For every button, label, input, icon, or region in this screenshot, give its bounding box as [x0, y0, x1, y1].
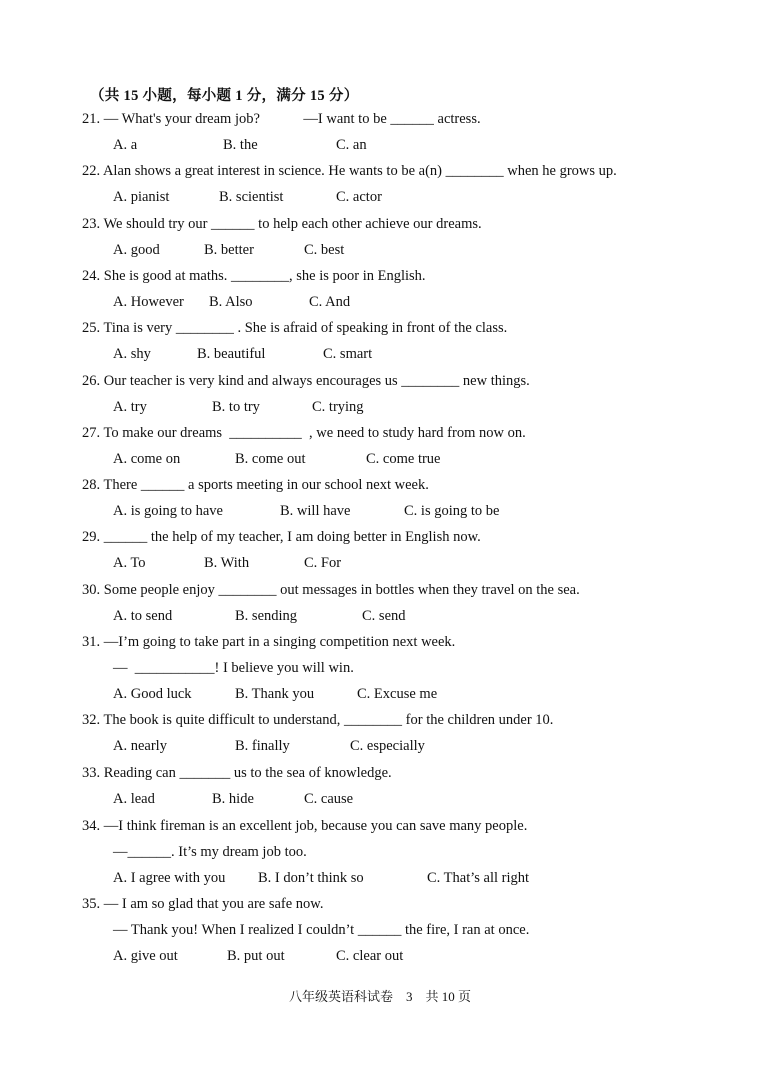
option-b: B. scientist	[219, 189, 284, 205]
option-a: A. lead	[113, 791, 155, 807]
question-25: 25. Tina is very ________ . She is afraid of speaking in front of the class.	[82, 320, 508, 336]
options-26	[113, 399, 673, 417]
option-c: C. cause	[304, 791, 354, 807]
option-a: A. give out	[113, 948, 178, 964]
option-c: C. For	[304, 555, 342, 571]
option-c: C. trying	[312, 399, 364, 415]
question-30: 30. Some people enjoy ________ out messages in bottles when they travel on the sea.	[82, 582, 580, 598]
option-b: B. sending	[235, 608, 298, 624]
question-26: 26. Our teacher is very kind and always encourages us ________ new things.	[82, 373, 530, 389]
option-a: A. is going to have	[113, 503, 223, 519]
option-b: B. hide	[212, 791, 254, 807]
question-35-reply: — Thank you! When I realized I couldn’t ______ the fire, I ran at once.	[113, 922, 530, 938]
options-23	[113, 242, 673, 260]
option-c: C. That’s all right	[427, 870, 530, 886]
option-c: C. especially	[350, 738, 425, 754]
question-24: 24. She is good at maths. ________, she is poor in English.	[82, 268, 426, 284]
page-footer: 八年级英语科试卷 3 共 10 页	[288, 989, 471, 1004]
option-b: B. put out	[227, 948, 285, 964]
question-27: 27. To make our dreams __________ , we need to study hard from now on.	[82, 425, 526, 441]
question-29: 29. ______ the help of my teacher, I am doing better in English now.	[82, 529, 481, 545]
option-a: A. come on	[113, 451, 181, 467]
option-b: B. Also	[209, 294, 253, 310]
option-a: A. nearly	[113, 738, 167, 754]
question-23: 23. We should try our ______ to help each other achieve our dreams.	[82, 216, 482, 232]
option-c: C. an	[336, 137, 367, 153]
options-30	[113, 608, 673, 626]
option-c: C. is going to be	[404, 503, 500, 519]
option-c: C. smart	[323, 346, 373, 362]
option-c: C. actor	[336, 189, 382, 205]
option-b: B. better	[204, 242, 254, 258]
option-a: A. a	[113, 137, 138, 153]
option-b: B. With	[204, 555, 250, 571]
options-33	[113, 791, 673, 809]
option-b: B. will have	[280, 503, 351, 519]
option-b: B. I don’t think so	[258, 870, 364, 886]
option-c: C. best	[304, 242, 345, 258]
option-c: C. Excuse me	[357, 686, 438, 702]
option-b: B. to try	[212, 399, 260, 415]
question-31-reply: — ___________! I believe you will win.	[113, 660, 354, 676]
question-22: 22. Alan shows a great interest in science. He wants to be a(n) ________ when he grows up.	[82, 163, 617, 179]
option-a: A. pianist	[113, 189, 170, 205]
option-c: C. come true	[366, 451, 441, 467]
question-31: 31. —I’m going to take part in a singing competition next week.	[82, 634, 456, 650]
options-35	[113, 948, 673, 966]
option-b: B. finally	[235, 738, 290, 754]
option-a: A. to send	[113, 608, 173, 624]
option-b: B. the	[223, 137, 258, 153]
options-24	[113, 294, 673, 312]
options-32	[113, 738, 673, 756]
question-34: 34. —I think fireman is an excellent job, because you can save many people.	[82, 818, 528, 834]
option-a: A. Good luck	[113, 686, 192, 702]
options-29	[113, 555, 673, 573]
question-28: 28. There ______ a sports meeting in our school next week.	[82, 477, 429, 493]
option-c: C. clear out	[336, 948, 404, 964]
options-28	[113, 503, 673, 521]
section-instructions: （共 15 小题，每小题 1 分，满分 15 分）	[90, 88, 359, 104]
option-c: C. send	[362, 608, 406, 624]
options-34	[113, 870, 673, 888]
question-32: 32. The book is quite difficult to understand, ________ for the children under 10.	[82, 712, 554, 728]
options-25	[113, 346, 673, 364]
option-a: A. good	[113, 242, 160, 258]
question-34-reply: —______. It’s my dream job too.	[113, 844, 307, 860]
option-b: B. beautiful	[197, 346, 266, 362]
question-33: 33. Reading can _______ us to the sea of knowledge.	[82, 765, 392, 781]
option-a: A. I agree with you	[113, 870, 226, 886]
option-a: A. try	[113, 399, 147, 415]
question-35: 35. — I am so glad that you are safe now.	[82, 896, 324, 912]
option-c: C. And	[309, 294, 351, 310]
option-b: B. Thank you	[235, 686, 315, 702]
option-a: A. To	[113, 555, 146, 571]
options-31	[113, 686, 673, 704]
option-a: A. shy	[113, 346, 151, 362]
question-21: 21. — What's your dream job? —I want to be ______ actress.	[82, 111, 481, 127]
options-21	[113, 137, 673, 155]
option-a: A. However	[113, 294, 184, 310]
options-22	[113, 189, 673, 207]
option-b: B. come out	[235, 451, 306, 467]
options-27	[113, 451, 673, 469]
